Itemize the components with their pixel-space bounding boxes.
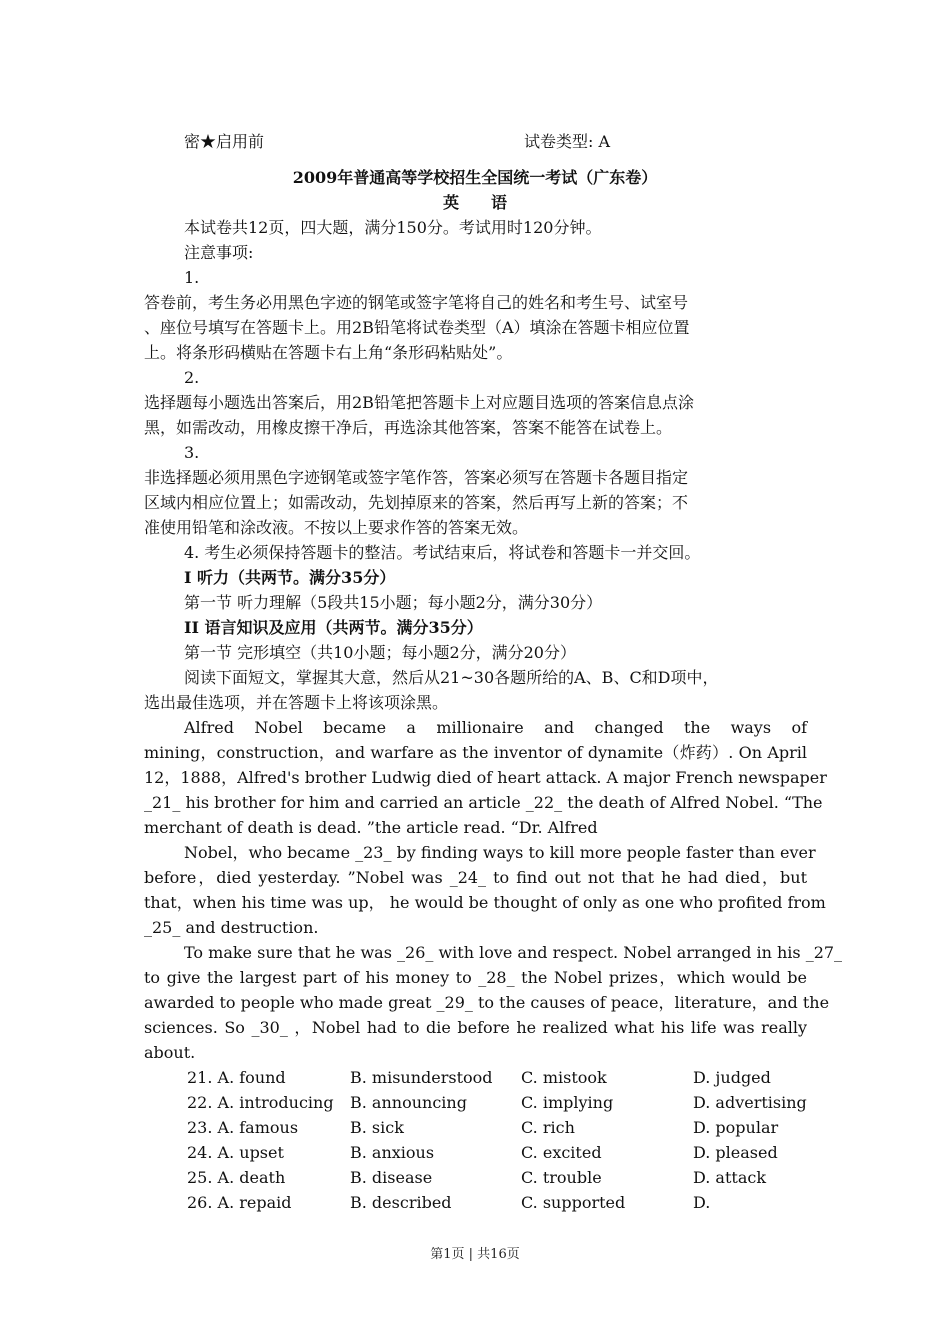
passage-line: _21_ his brother for him and carried an article _22_ the death of Alfred Nobel. “The — [144, 793, 823, 812]
note-line: 准使用铅笔和涂改液。不按以上要求作答的答案无效。 — [144, 518, 529, 537]
option-c: C. mistook — [521, 1068, 607, 1087]
passage-line: _25_ and destruction. — [144, 918, 319, 937]
instructions-line: 阅读下面短文，掌握其大意，然后从21~30各题所给的A、B、C和D项中， — [184, 668, 719, 687]
passage-line: merchant of death is dead. ”the article read. “Dr. Alfred — [144, 818, 598, 837]
option-d: D. pleased — [693, 1143, 778, 1162]
option-b: B. announcing — [350, 1093, 467, 1112]
passage-line: sciences. So _30_ ，Nobel had to die before he realized what his life was really — [144, 1018, 807, 1037]
note-line: 、座位号填写在答题卡上。用2B铅笔将试卷类型（A）填涂在答题卡相应位置 — [144, 318, 690, 337]
option-a: 25. A. death — [187, 1168, 286, 1187]
option-a: 23. A. famous — [187, 1118, 299, 1137]
option-c: C. excited — [521, 1143, 602, 1162]
option-c: C. rich — [521, 1118, 575, 1137]
note-line: 选择题每小题选出答案后，用2B铅笔把答题卡上对应题目选项的答案信息点涂 — [144, 393, 694, 412]
option-a: 21. A. found — [187, 1068, 286, 1087]
option-d: D. popular — [693, 1118, 779, 1137]
passage-line: that，when his time was up， he would be thought of only as one who profited from — [144, 893, 826, 912]
passage-line: 12，1888，Alfred's brother Ludwig died of heart attack. A major French newspaper — [144, 768, 827, 787]
part2-heading: II 语言知识及应用（共两节。满分35分） — [184, 618, 483, 637]
page-footer: 第1页 | 共16页 — [430, 1247, 520, 1262]
passage-line: To make sure that he was _26_ with love and respect. Nobel arranged in his _27_ — [184, 943, 843, 962]
option-row-23 — [0, 1116, 950, 1140]
option-d: D. attack — [693, 1168, 767, 1187]
paper-type-label: 试卷类型: A — [524, 132, 611, 151]
passage-line: Alfred Nobel became a millionaire and changed the ways of — [184, 718, 807, 737]
option-c: C. supported — [521, 1193, 626, 1212]
passage-line: before，died yesterday. ”Nobel was _24_ to find out not that he had died，but — [144, 868, 807, 887]
note-line: 上。将条形码横贴在答题卡右上角“条形码粘贴处”。 — [144, 343, 513, 362]
option-d: D. advertising — [693, 1093, 807, 1112]
option-a: 24. A. upset — [187, 1143, 284, 1162]
passage-line: awarded to people who made great _29_ to the causes of peace，literature，and the — [144, 993, 830, 1012]
option-c: C. trouble — [521, 1168, 602, 1187]
passage-line: mining，construction，and warfare as the inventor of dynamite（炸药）. On April — [144, 743, 807, 762]
note-line: 非选择题必须用黑色字迹钢笔或签字笔作答，答案必须写在答题卡各题目指定 — [144, 468, 689, 487]
note-number: 1. — [184, 268, 200, 287]
option-d: D. — [693, 1193, 711, 1212]
intro-text: 本试卷共12页，四大题，满分150分。考试用时120分钟。 — [184, 218, 602, 237]
part2-section1: 第一节 完形填空（共10小题；每小题2分，满分20分） — [184, 643, 576, 662]
option-b: B. anxious — [350, 1143, 435, 1162]
subject-title: 英 语 — [442, 193, 507, 212]
note-line: 答卷前，考生务必用黑色字迹的钢笔或签字笔将自己的姓名和考生号、试室号 — [144, 293, 689, 312]
secret-label: 密★启用前 — [184, 132, 265, 151]
option-row-26 — [0, 1191, 950, 1215]
option-row-21 — [0, 1066, 950, 1090]
option-row-24 — [0, 1141, 950, 1165]
notes-label: 注意事项: — [184, 243, 254, 262]
option-row-25 — [0, 1166, 950, 1190]
option-b: B. sick — [350, 1118, 404, 1137]
note-line: 区域内相应位置上；如需改动，先划掉原来的答案，然后再写上新的答案；不 — [144, 493, 689, 512]
passage-line: about. — [144, 1043, 196, 1062]
note-number: 3. — [184, 443, 200, 462]
note-number: 2. — [184, 368, 200, 387]
option-c: C. implying — [521, 1093, 614, 1112]
option-row-22 — [0, 1091, 950, 1115]
part1-section1: 第一节 听力理解（5段共15小题；每小题2分，满分30分） — [184, 593, 603, 612]
note-line: 黑，如需改动，用橡皮擦干净后，再选涂其他答案，答案不能答在试卷上。 — [144, 418, 673, 437]
passage-line: to give the largest part of his money to _28_ the Nobel prizes，which would be — [144, 968, 807, 987]
option-a: 26. A. repaid — [187, 1193, 292, 1212]
part1-heading: I 听力（共两节。满分35分） — [184, 568, 396, 587]
option-a: 22. A. introducing — [187, 1093, 334, 1112]
exam-title: 2009年普通高等学校招生全国统一考试（广东卷） — [292, 168, 658, 187]
option-b: B. misunderstood — [350, 1068, 493, 1087]
passage-line: Nobel，who became _23_ by finding ways to kill more people faster than ever — [184, 843, 816, 862]
option-b: B. disease — [350, 1168, 433, 1187]
instructions-line: 选出最佳选项，并在答题卡上将该项涂黑。 — [144, 693, 449, 712]
option-d: D. judged — [693, 1068, 771, 1087]
note-4: 4. 考生必须保持答题卡的整洁。考试结束后，将试卷和答题卡一并交回。 — [184, 543, 701, 562]
option-b: B. described — [350, 1193, 452, 1212]
